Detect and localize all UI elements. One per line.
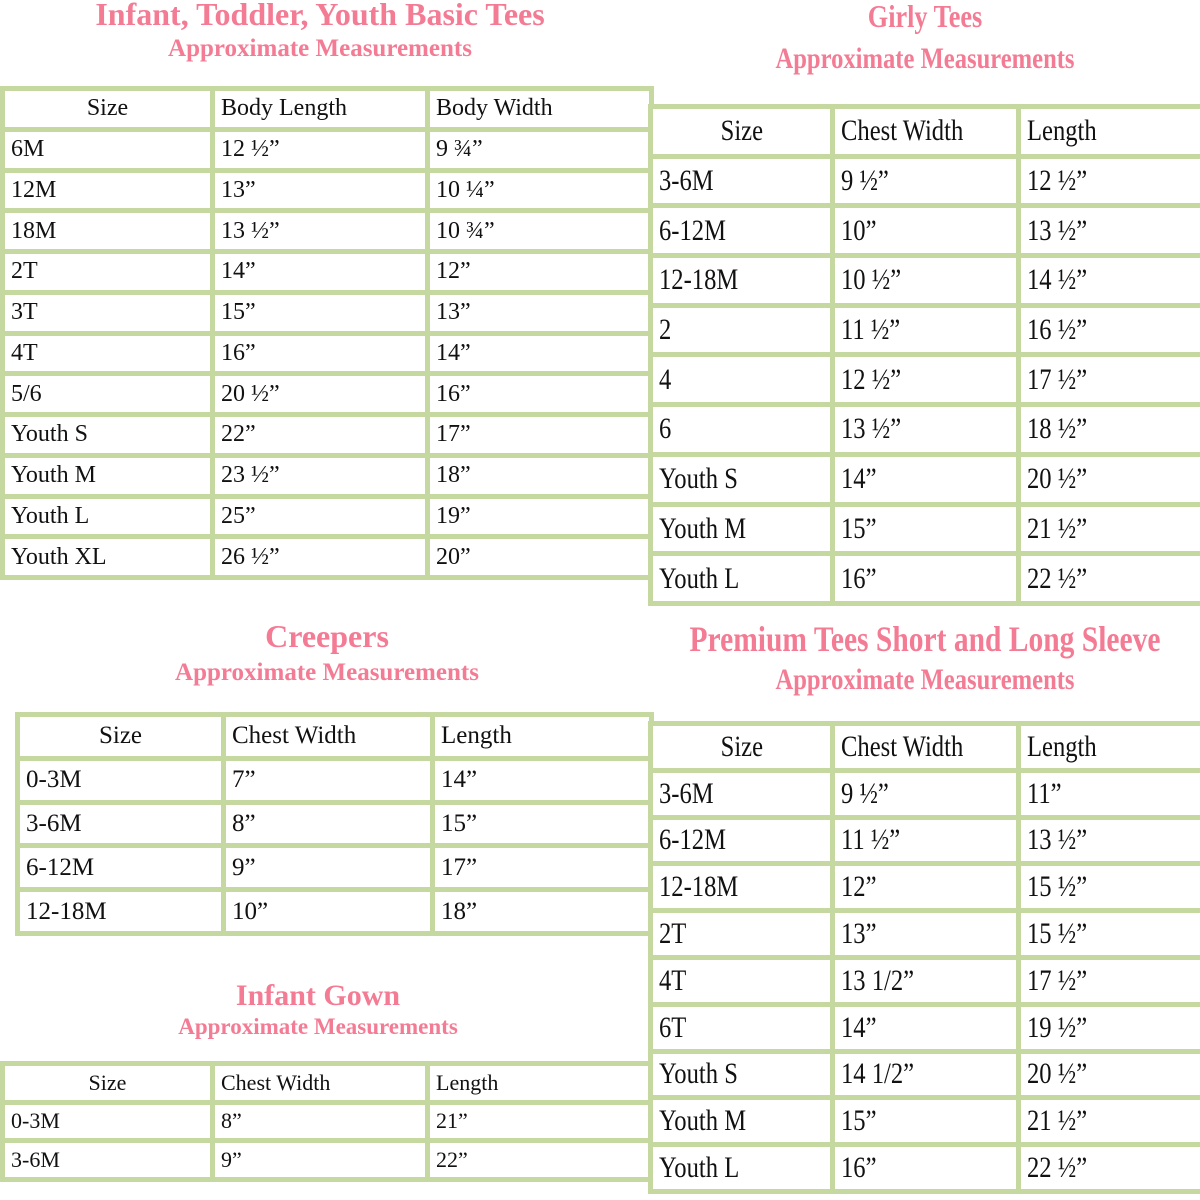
cell-text: 12-18M	[659, 263, 739, 297]
cell-text: 13”	[221, 176, 256, 203]
cell-text: 11 ½”	[841, 823, 901, 857]
cell-text: 16”	[841, 561, 877, 595]
table-row	[5, 173, 649, 209]
table-cell	[5, 213, 210, 249]
table-cell	[226, 761, 430, 800]
table-cell	[430, 499, 649, 535]
table-row	[653, 866, 1200, 908]
cell-text: 0-3M	[11, 1108, 60, 1134]
cell-text: 4T	[659, 963, 687, 997]
table-cell	[835, 357, 1016, 402]
table-cell	[653, 407, 830, 452]
cell-text: 6M	[11, 136, 45, 163]
table-cell	[653, 357, 830, 402]
cell-text: 13”	[436, 299, 471, 326]
column-header	[20, 717, 221, 756]
creepers-subtitle: Approximate Measurements	[175, 659, 479, 686]
cell-text: 14”	[441, 766, 478, 794]
cell-text: 2T	[11, 258, 38, 285]
cell-text: Size	[720, 114, 763, 148]
cell-text: 16 ½”	[1027, 313, 1088, 347]
table-cell	[835, 208, 1016, 253]
table-cell	[653, 258, 830, 303]
cell-text: 12-18M	[26, 897, 107, 925]
table-cell	[226, 805, 430, 844]
cell-text: 12 ½”	[221, 136, 280, 163]
table-row	[5, 417, 649, 453]
cell-text: 4	[659, 362, 672, 396]
cell-text: Youth XL	[11, 543, 107, 570]
table-cell	[430, 417, 649, 453]
infant-gown-table	[0, 1061, 654, 1182]
table-cell	[835, 507, 1016, 552]
cell-text: 21 ½”	[1027, 511, 1088, 545]
cell-text: 9 ½”	[841, 164, 889, 198]
table-cell	[653, 208, 830, 253]
table-row	[5, 254, 649, 290]
cell-text: 17 ½”	[1027, 963, 1088, 997]
infant-gown-title: Infant Gown	[235, 979, 401, 1012]
table-cell	[1021, 913, 1200, 955]
cell-text: 15”	[221, 299, 256, 326]
cell-text: 10 ¾”	[436, 217, 495, 244]
table-cell	[215, 1143, 425, 1177]
cell-text: 6-12M	[659, 823, 726, 857]
table-cell	[215, 539, 425, 575]
table-cell	[835, 1100, 1016, 1142]
table-cell	[1021, 556, 1200, 601]
table-cell	[5, 295, 210, 331]
cell-text: Youth L	[11, 502, 90, 529]
table-cell	[1021, 866, 1200, 908]
table-cell	[430, 254, 649, 290]
table-cell	[430, 1105, 649, 1139]
cell-text: 0-3M	[26, 766, 82, 794]
cell-text: 13 1/2”	[841, 963, 915, 997]
cell-text: Chest Width	[841, 114, 964, 148]
cell-text: 22 ½”	[1027, 561, 1088, 595]
table-row	[653, 773, 1200, 815]
cell-text: 5/6	[11, 380, 42, 407]
cell-text: 20 ½”	[1027, 462, 1088, 496]
table-cell	[653, 457, 830, 502]
table-row	[5, 539, 649, 575]
cell-text: Youth M	[11, 462, 96, 489]
cell-text: Youth M	[659, 1104, 747, 1138]
table-cell	[653, 1007, 830, 1049]
cell-text: 12”	[841, 870, 877, 904]
cell-text: 14 1/2”	[841, 1057, 915, 1091]
cell-text: Chest Width	[841, 729, 964, 763]
table-cell	[430, 132, 649, 168]
table-cell	[653, 913, 830, 955]
table-cell	[1021, 258, 1200, 303]
cell-text: 9 ¾”	[436, 136, 483, 163]
table-cell	[835, 159, 1016, 204]
cell-text: Body Width	[436, 95, 553, 122]
cell-text: 15”	[841, 511, 877, 545]
table-row	[653, 208, 1200, 253]
table-cell	[1021, 308, 1200, 353]
table-cell	[653, 866, 830, 908]
table-row	[5, 376, 649, 412]
basic-tees-subtitle: Approximate Measurements	[168, 35, 472, 62]
table-cell	[835, 457, 1016, 502]
cell-text: Size	[86, 95, 129, 122]
cell-text: 12-18M	[659, 870, 739, 904]
table-cell	[5, 499, 210, 535]
column-header	[1021, 726, 1200, 768]
cell-text: 20 ½”	[221, 380, 280, 407]
cell-text: 8”	[221, 1108, 242, 1134]
column-header	[435, 717, 649, 756]
cell-text: Youth S	[659, 462, 738, 496]
table-cell	[5, 1143, 210, 1177]
table-cell	[5, 173, 210, 209]
cell-text: 11 ½”	[841, 313, 901, 347]
cell-text: 23 ½”	[221, 462, 280, 489]
cell-text: 15 ½”	[1027, 917, 1088, 951]
table-header-row	[653, 726, 1200, 768]
cell-text: 18M	[11, 217, 57, 244]
cell-text: Youth L	[659, 561, 740, 595]
table-cell	[20, 805, 221, 844]
girly-tees-table	[648, 104, 1200, 606]
column-header	[835, 109, 1016, 154]
table-cell	[835, 820, 1016, 862]
table-row	[653, 820, 1200, 862]
cell-text: Size	[720, 729, 763, 763]
girly-tees-title: Girly Tees	[867, 0, 983, 34]
table-header-row	[20, 717, 649, 756]
table-row	[5, 1105, 649, 1139]
table-cell	[430, 1143, 649, 1177]
cell-text: 13 ½”	[841, 412, 902, 446]
cell-text: 20”	[436, 543, 471, 570]
cell-text: 13”	[841, 917, 877, 951]
table-cell	[653, 1147, 830, 1189]
cell-text: 18 ½”	[1027, 412, 1088, 446]
table-cell	[653, 1054, 830, 1096]
cell-text: 14”	[841, 462, 877, 496]
cell-text: 22”	[221, 421, 256, 448]
table-cell	[215, 213, 425, 249]
cell-text: 2	[659, 313, 672, 347]
cell-text: 18”	[436, 462, 471, 489]
cell-text: Youth S	[659, 1057, 738, 1091]
table-cell	[835, 773, 1016, 815]
column-header	[430, 1066, 649, 1100]
cell-text: Length	[1027, 729, 1097, 763]
premium-tees-title: Premium Tees Short and Long Sleeve	[689, 619, 1161, 659]
table-cell	[215, 499, 425, 535]
cell-text: 21 ½”	[1027, 1104, 1088, 1138]
table-row	[653, 556, 1200, 601]
table-cell	[835, 258, 1016, 303]
column-header	[430, 91, 649, 127]
table-row	[653, 308, 1200, 353]
table-cell	[1021, 1100, 1200, 1142]
table-cell	[215, 417, 425, 453]
table-cell	[20, 848, 221, 887]
cell-text: 12M	[11, 176, 57, 203]
cell-text: 14”	[841, 1010, 877, 1044]
table-cell	[653, 556, 830, 601]
column-header	[653, 726, 830, 768]
table-cell	[215, 132, 425, 168]
column-header	[215, 1066, 425, 1100]
table-row	[653, 457, 1200, 502]
table-cell	[653, 507, 830, 552]
cell-text: Chest Width	[232, 722, 357, 750]
table-header-row	[653, 109, 1200, 154]
cell-text: 9”	[221, 1147, 242, 1173]
table-cell	[215, 458, 425, 494]
cell-text: 3-6M	[659, 164, 714, 198]
table-cell	[653, 820, 830, 862]
cell-text: Length	[1027, 114, 1097, 148]
table-row	[20, 805, 649, 844]
table-row	[653, 159, 1200, 204]
cell-text: 25”	[221, 502, 256, 529]
table-cell	[215, 336, 425, 372]
table-row	[653, 1147, 1200, 1189]
table-row	[5, 1143, 649, 1177]
cell-text: 8”	[232, 809, 256, 837]
table-cell	[5, 1105, 210, 1139]
cell-text: 16”	[436, 380, 471, 407]
cell-text: 6-12M	[659, 213, 726, 247]
table-row	[5, 336, 649, 372]
table-row	[20, 848, 649, 887]
column-header	[215, 91, 425, 127]
cell-text: 17”	[436, 421, 471, 448]
table-cell	[835, 1007, 1016, 1049]
table-row	[653, 1007, 1200, 1049]
table-cell	[5, 336, 210, 372]
cell-text: 22 ½”	[1027, 1151, 1088, 1185]
cell-text: 13 ½”	[221, 217, 280, 244]
infant-gown-subtitle: Approximate Measurements	[178, 1014, 458, 1039]
table-cell	[5, 539, 210, 575]
table-cell	[215, 1105, 425, 1139]
table-cell	[835, 1147, 1016, 1189]
premium-tees-subtitle: Approximate Measurements	[775, 663, 1075, 696]
column-header	[1021, 109, 1200, 154]
basic-tees-table	[0, 86, 654, 580]
table-cell	[5, 132, 210, 168]
cell-text: 26 ½”	[221, 543, 280, 570]
column-header	[835, 726, 1016, 768]
cell-text: 3-6M	[26, 809, 82, 837]
column-header	[226, 717, 430, 756]
table-cell	[1021, 457, 1200, 502]
cell-text: 15”	[841, 1104, 877, 1138]
cell-text: 17 ½”	[1027, 362, 1088, 396]
table-cell	[20, 761, 221, 800]
cell-text: Youth M	[659, 511, 747, 545]
table-cell	[835, 960, 1016, 1002]
cell-text: 16”	[221, 339, 256, 366]
table-cell	[430, 539, 649, 575]
cell-text: Youth L	[659, 1151, 740, 1185]
cell-text: 19”	[436, 502, 471, 529]
cell-text: 14”	[436, 339, 471, 366]
table-cell	[1021, 1054, 1200, 1096]
table-cell	[1021, 357, 1200, 402]
column-header	[5, 1066, 210, 1100]
table-cell	[226, 848, 430, 887]
table-cell	[1021, 208, 1200, 253]
cell-text: 6-12M	[26, 853, 95, 881]
cell-text: 21”	[436, 1108, 468, 1134]
table-cell	[835, 866, 1016, 908]
table-cell	[835, 913, 1016, 955]
table-cell	[430, 336, 649, 372]
table-cell	[215, 254, 425, 290]
table-cell	[430, 458, 649, 494]
table-cell	[435, 805, 649, 844]
column-header	[653, 109, 830, 154]
creepers-table	[15, 712, 654, 936]
column-header	[5, 91, 210, 127]
table-cell	[1021, 507, 1200, 552]
table-cell	[430, 173, 649, 209]
cell-text: Chest Width	[221, 1069, 331, 1095]
table-cell	[435, 892, 649, 931]
cell-text: 15”	[441, 809, 478, 837]
table-cell	[1021, 159, 1200, 204]
table-cell	[215, 173, 425, 209]
table-cell	[435, 761, 649, 800]
cell-text: 11”	[1027, 776, 1062, 810]
cell-text: 17”	[441, 853, 478, 881]
cell-text: Youth S	[11, 421, 88, 448]
cell-text: 16”	[841, 1151, 877, 1185]
table-row	[5, 132, 649, 168]
table-row	[5, 295, 649, 331]
table-cell	[20, 892, 221, 931]
cell-text: Length	[441, 722, 512, 750]
cell-text: 18”	[441, 897, 478, 925]
cell-text: 10 ¼”	[436, 176, 495, 203]
cell-text: 6	[659, 412, 672, 446]
table-row	[653, 960, 1200, 1002]
table-cell	[653, 159, 830, 204]
table-cell	[1021, 820, 1200, 862]
cell-text: 7”	[232, 766, 256, 794]
table-cell	[835, 308, 1016, 353]
table-cell	[835, 407, 1016, 452]
table-row	[20, 892, 649, 931]
table-row	[653, 507, 1200, 552]
table-cell	[1021, 1007, 1200, 1049]
table-row	[653, 357, 1200, 402]
cell-text: 3-6M	[659, 776, 714, 810]
table-cell	[215, 295, 425, 331]
table-row	[20, 761, 649, 800]
table-row	[653, 1100, 1200, 1142]
cell-text: 14 ½”	[1027, 263, 1088, 297]
table-cell	[1021, 407, 1200, 452]
girly-tees-subtitle: Approximate Measurements	[775, 42, 1075, 75]
cell-text: Body Length	[221, 95, 347, 122]
table-cell	[430, 213, 649, 249]
table-cell	[835, 1054, 1016, 1096]
table-cell	[226, 892, 430, 931]
table-cell	[5, 376, 210, 412]
table-row	[653, 1054, 1200, 1096]
table-cell	[5, 417, 210, 453]
table-cell	[1021, 1147, 1200, 1189]
table-header-row	[5, 1066, 649, 1100]
cell-text: 19 ½”	[1027, 1010, 1088, 1044]
cell-text: 3T	[11, 299, 38, 326]
table-row	[653, 913, 1200, 955]
cell-text: 14”	[221, 258, 256, 285]
cell-text: 20 ½”	[1027, 1057, 1088, 1091]
table-cell	[430, 376, 649, 412]
table-cell	[1021, 773, 1200, 815]
cell-text: 9 ½”	[841, 776, 889, 810]
cell-text: 4T	[11, 339, 38, 366]
table-row	[653, 258, 1200, 303]
cell-text: 15 ½”	[1027, 870, 1088, 904]
table-cell	[435, 848, 649, 887]
cell-text: 9”	[232, 853, 256, 881]
table-cell	[653, 773, 830, 815]
cell-text: 12”	[436, 258, 471, 285]
cell-text: 12 ½”	[841, 362, 902, 396]
cell-text: 12 ½”	[1027, 164, 1088, 198]
cell-text: 10 ½”	[841, 263, 902, 297]
table-cell	[5, 254, 210, 290]
cell-text: 3-6M	[11, 1147, 60, 1173]
basic-tees-title: Infant, Toddler, Youth Basic Tees	[95, 0, 545, 32]
cell-text: 22”	[436, 1147, 468, 1173]
cell-text: 13 ½”	[1027, 213, 1088, 247]
cell-text: Length	[436, 1069, 499, 1095]
table-cell	[5, 458, 210, 494]
cell-text: Size	[98, 722, 143, 750]
cell-text: Size	[88, 1069, 127, 1095]
cell-text: 2T	[659, 917, 687, 951]
table-cell	[1021, 960, 1200, 1002]
cell-text: 10”	[841, 213, 877, 247]
table-row	[5, 499, 649, 535]
table-row	[5, 458, 649, 494]
table-cell	[835, 556, 1016, 601]
table-row	[5, 213, 649, 249]
table-row	[653, 407, 1200, 452]
cell-text: 6T	[659, 1010, 687, 1044]
table-header-row	[5, 91, 649, 127]
table-cell	[215, 376, 425, 412]
cell-text: 13 ½”	[1027, 823, 1088, 857]
table-cell	[653, 960, 830, 1002]
table-cell	[430, 295, 649, 331]
creepers-title: Creepers	[265, 618, 389, 654]
table-cell	[653, 1100, 830, 1142]
table-cell	[653, 308, 830, 353]
premium-tees-table	[648, 721, 1200, 1194]
cell-text: 10”	[232, 897, 269, 925]
